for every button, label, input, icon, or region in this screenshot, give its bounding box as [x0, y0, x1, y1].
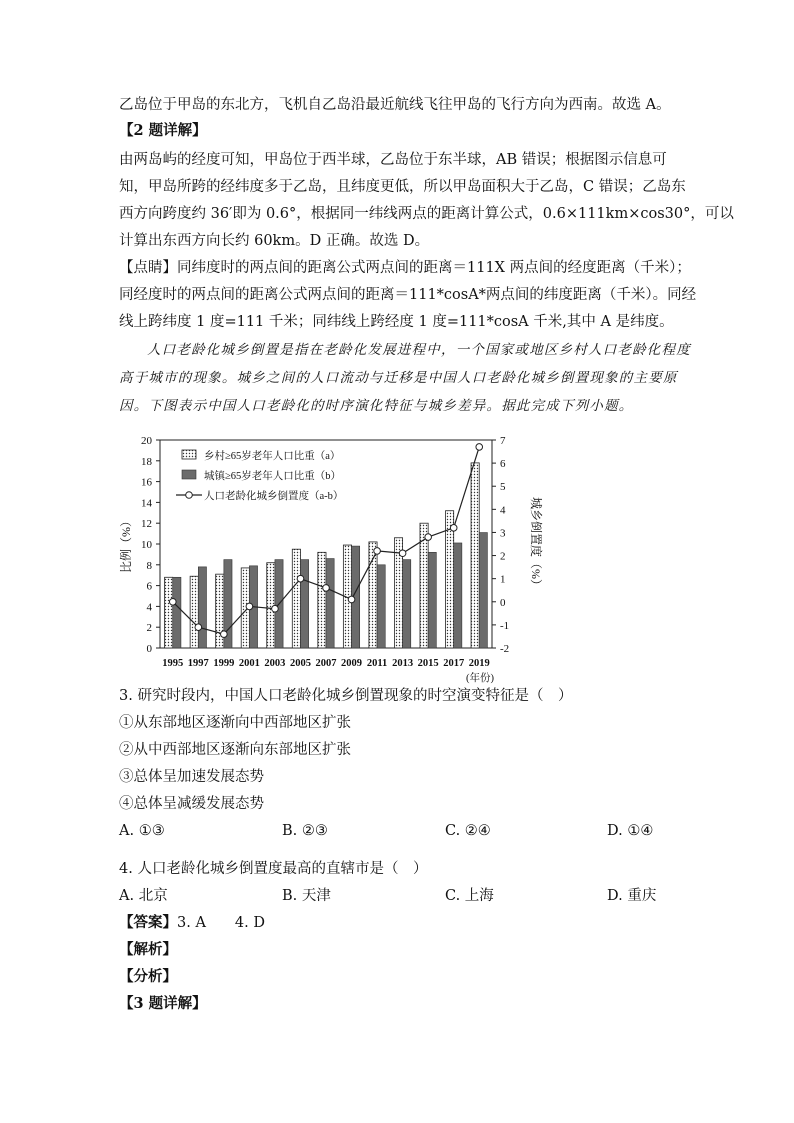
- intro-line: 高于城市的现象。城乡之间的人口流动与迁移是中国人口老龄化城乡倒置现象的主要原: [119, 370, 678, 386]
- inversion-point: [374, 548, 381, 555]
- urban-bar: [428, 552, 436, 648]
- q3-option-a: A. ①③: [119, 823, 165, 839]
- y2-axis-label: 城乡倒置度（%）: [529, 497, 543, 591]
- question-3: 3. 研究时段内，中国人口老龄化城乡倒置现象的时空演变特征是（ ）: [119, 688, 573, 704]
- y-tick-label: 4: [146, 601, 152, 614]
- statement-4: ④总体呈减缓发展态势: [119, 796, 264, 812]
- legend-label-rural: 乡村≥65岁老年人口比重（a）: [204, 451, 341, 462]
- section-heading: 【2 题详解】: [119, 122, 207, 139]
- paragraph-line: 计算出东西方向长约 60km。D 正确。故选 D。: [119, 233, 430, 249]
- y-tick-label: 2: [146, 622, 152, 635]
- y-tick-label: 20: [141, 435, 152, 447]
- inversion-point: [195, 624, 202, 631]
- inversion-point: [476, 444, 483, 451]
- y-tick-label: 12: [141, 518, 152, 531]
- inversion-point: [272, 605, 279, 612]
- urban-bar: [300, 560, 308, 648]
- paragraph-line: 乙岛位于甲岛的东北方，飞机自乙岛沿最近航线飞往甲岛的飞行方向为西南。故选 A。: [119, 97, 671, 113]
- y2-tick-label: 3: [500, 527, 506, 540]
- detail-3-heading: 【3 题详解】: [119, 995, 207, 1012]
- paragraph-line: 【点睛】同纬度时的两点间的距离公式两点间的距离＝111X 两点间的经度距离（千米）；: [119, 260, 691, 276]
- inversion-point: [348, 596, 355, 603]
- y-tick-label: 10: [141, 539, 152, 551]
- answer-values: 3. A 4. D: [177, 915, 265, 931]
- inversion-point: [297, 575, 304, 582]
- urban-bar: [198, 567, 206, 648]
- question-4: 4. 人口老龄化城乡倒置度最高的直辖市是（ ）: [119, 861, 428, 877]
- inversion-point: [323, 585, 330, 592]
- y2-tick-label: 0: [500, 596, 506, 609]
- y-tick-label: 0: [146, 643, 152, 655]
- urban-bar: [377, 565, 385, 648]
- y-tick-label: 16: [141, 476, 152, 489]
- paragraph-line: 知，甲岛所跨的经纬度多于乙岛，且纬度更低，所以甲岛面积大于乙岛，C 错误；乙岛东: [119, 179, 686, 195]
- x-tick-label: 2007: [315, 658, 337, 669]
- fenxi-heading: 【分析】: [119, 968, 177, 985]
- rural-bar: [190, 576, 198, 648]
- urban-bar: [173, 577, 181, 648]
- y2-tick-label: -2: [500, 643, 510, 655]
- paragraph-line: 同经度时的两点间的距离公式两点间的距离＝111*cosA*两点间的纬度距离（千米）。同经: [119, 287, 697, 303]
- y2-tick-label: 2: [500, 550, 506, 563]
- x-tick-label: 2009: [341, 658, 363, 669]
- x-tick-label: 2011: [366, 658, 388, 669]
- inversion-point: [246, 603, 253, 610]
- y2-tick-label: -1: [500, 619, 510, 632]
- answer-line: [119, 913, 265, 933]
- q4-option-c: C. 上海: [445, 888, 494, 904]
- urban-bar: [326, 559, 334, 648]
- y2-tick-label: 5: [500, 481, 506, 494]
- aging-chart: [110, 428, 550, 684]
- y-tick-label: 6: [146, 580, 152, 593]
- y-tick-label: 18: [141, 455, 152, 468]
- statement-1: ①从东部地区逐渐向中西部地区扩张: [119, 715, 351, 731]
- q3-option-c: C. ②④: [445, 823, 491, 839]
- rural-bar: [318, 552, 326, 648]
- q4-option-b: B. 天津: [282, 888, 331, 904]
- x-tick-label: 1995: [162, 658, 184, 669]
- urban-bar: [454, 543, 462, 648]
- y-axis-label: 比例（%）: [119, 515, 133, 573]
- x-tick-label: 2015: [417, 658, 439, 669]
- paragraph-line: 西方向跨度约 36′即为 0.6°，根据同一纬线两点的距离计算公式，0.6×111km×cos30°，可以: [119, 206, 734, 222]
- x-tick-label: 1997: [187, 658, 209, 669]
- q4-option-d: D. 重庆: [607, 888, 657, 904]
- urban-bar: [479, 533, 487, 648]
- y2-tick-label: 7: [500, 435, 506, 447]
- legend-swatch-rural: [182, 450, 196, 459]
- rural-bar: [165, 577, 173, 648]
- legend-swatch-urban: [182, 470, 196, 479]
- inversion-point: [221, 631, 228, 638]
- statement-3: ③总体呈加速发展态势: [119, 769, 264, 785]
- x-tick-label: 2001: [238, 658, 260, 669]
- y-tick-label: 14: [141, 497, 152, 510]
- x-tick-label: 2017: [443, 658, 465, 669]
- paragraph-line: 由两岛屿的经度可知，甲岛位于西半球，乙岛位于东半球，AB 错误；根据图示信息可: [119, 152, 667, 168]
- urban-bar: [403, 560, 411, 648]
- x-tick-label: 2013: [392, 658, 414, 669]
- x-tick-label: 2005: [289, 658, 311, 669]
- rural-bar: [471, 463, 479, 648]
- intro-line: 人口老龄化城乡倒置是指在老龄化发展进程中，一个国家或地区乡村人口老龄化程度: [147, 342, 691, 358]
- inversion-point: [425, 534, 432, 541]
- intro-line: 因。下图表示中国人口老龄化的时序演化特征与城乡差异。据此完成下列小题。: [119, 398, 634, 414]
- q3-option-d: D. ①④: [607, 823, 654, 839]
- inversion-point: [450, 525, 457, 532]
- rural-bar: [292, 549, 300, 648]
- inversion-point: [399, 550, 406, 557]
- x-axis-label: (年份): [466, 673, 494, 684]
- y2-tick-label: 6: [500, 458, 506, 471]
- legend-marker: [186, 492, 193, 499]
- legend-label-urban: 城镇≥65岁老年人口比重（b）: [204, 471, 342, 482]
- x-tick-label: 1999: [213, 658, 235, 669]
- y2-tick-label: 4: [500, 504, 506, 517]
- legend-label-inversion: 人口老龄化城乡倒置度（a-b）: [204, 491, 344, 502]
- statement-2: ②从中西部地区逐渐向东部地区扩张: [119, 742, 351, 758]
- x-tick-label: 2019: [468, 658, 490, 669]
- y2-tick-label: 1: [500, 573, 506, 586]
- inversion-point: [169, 598, 176, 605]
- paragraph-line: 线上跨纬度 1 度=111 千米；同纬线上跨经度 1 度=111*cosA 千米,其中 A 是纬度。: [119, 314, 674, 330]
- y-tick-label: 8: [146, 559, 152, 572]
- q3-option-b: B. ②③: [282, 823, 328, 839]
- answer-label: 【答案】: [119, 914, 177, 931]
- q4-option-a: A. 北京: [119, 888, 168, 904]
- x-tick-label: 2003: [264, 658, 286, 669]
- analysis-heading: 【解析】: [119, 941, 177, 958]
